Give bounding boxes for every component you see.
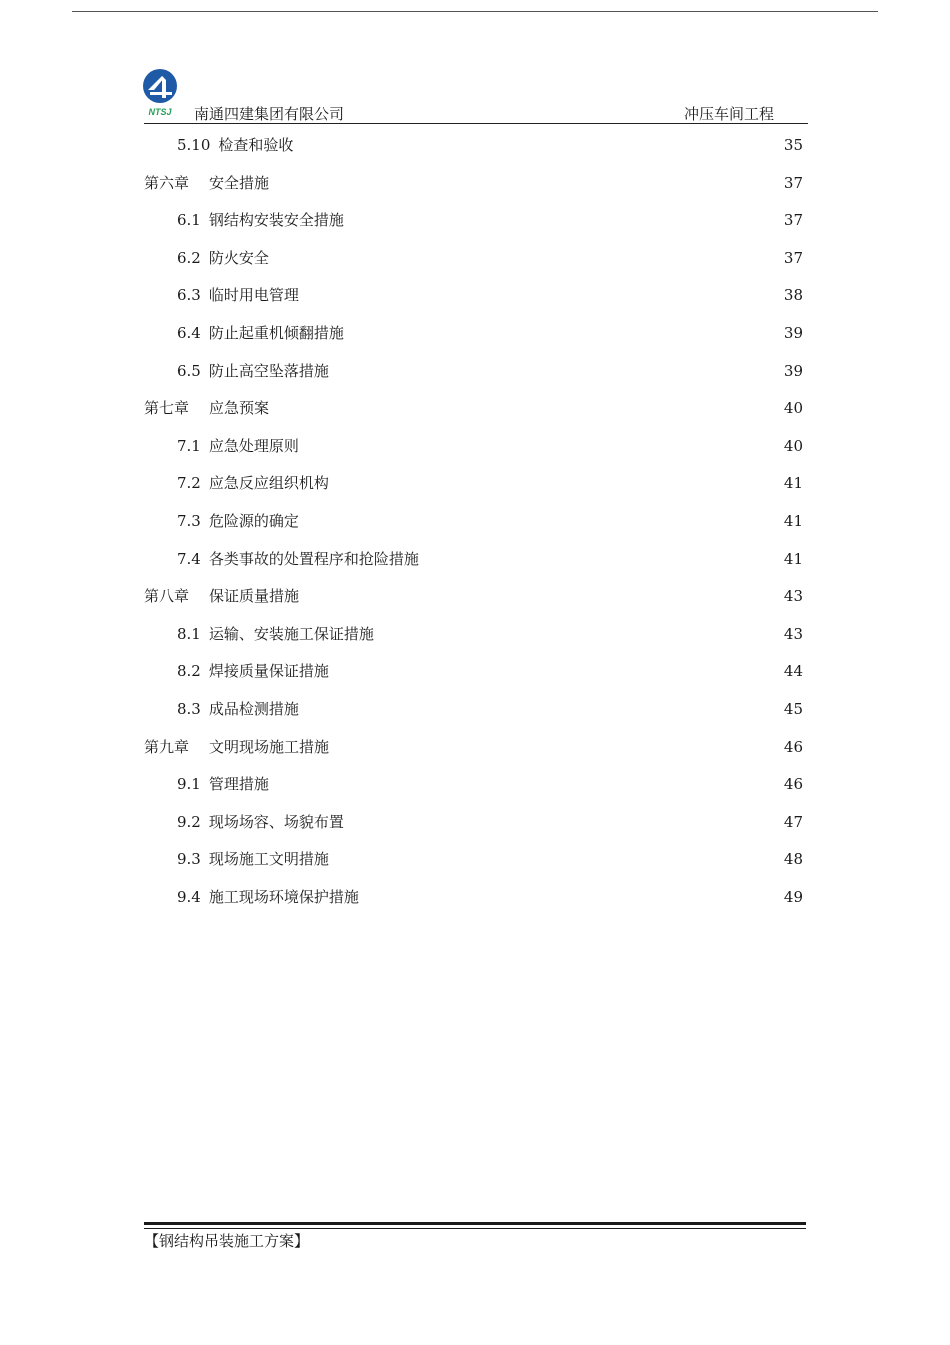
toc-dot-leader (303, 510, 780, 532)
toc-dot-leader (297, 134, 779, 156)
toc-entry-number: 8.3 (177, 700, 201, 718)
toc-dot-leader (363, 886, 780, 908)
project-name: 冲压车间工程 (684, 105, 775, 123)
toc-entry-page: 41 (783, 474, 803, 492)
toc-entry-page: 46 (783, 775, 803, 793)
toc-entry-number: 6.1 (177, 211, 201, 229)
toc-entry-title: 防止高空坠落措施 (208, 362, 329, 380)
toc-entry-title: 应急预案 (209, 399, 270, 417)
toc-entry[interactable] (144, 172, 803, 194)
toc-entry-title: 各类事故的处置程序和抢险措施 (208, 550, 419, 568)
toc-dot-leader (348, 811, 780, 833)
toc-dot-leader (273, 773, 780, 795)
toc-entry-title: 安全措施 (209, 174, 270, 192)
toc-entry-number: 9.1 (177, 775, 201, 793)
toc-entry[interactable] (177, 773, 803, 795)
toc-entry-title: 应急反应组织机构 (208, 474, 329, 492)
toc-entry[interactable] (177, 209, 803, 231)
toc-entry-page: 37 (783, 174, 803, 192)
toc-entry[interactable] (177, 886, 803, 908)
toc-entry-page: 38 (783, 286, 803, 304)
toc-entry-page: 40 (783, 437, 803, 455)
toc-entry[interactable] (177, 360, 803, 382)
toc-dot-leader (423, 548, 780, 570)
company-name: 南通四建集团有限公司 (194, 105, 345, 123)
toc-entry-title: 现场施工文明措施 (208, 850, 329, 868)
toc-dot-leader (348, 322, 780, 344)
toc-entry[interactable] (177, 548, 803, 570)
toc-dot-leader (273, 172, 780, 194)
toc-dot-leader (303, 698, 780, 720)
toc-dot-leader (273, 397, 780, 419)
toc-entry[interactable] (144, 585, 803, 607)
toc-entry-number: 7.4 (177, 550, 201, 568)
toc-entry[interactable] (177, 322, 803, 344)
footer-rule-thick (144, 1222, 806, 1225)
toc-entry[interactable] (144, 736, 803, 758)
footer-document-title: 【钢结构吊装施工方案】 (144, 1232, 310, 1250)
toc-entry-title: 检查和验收 (218, 136, 294, 154)
toc-dot-leader (378, 623, 780, 645)
toc-entry-title: 焊接质量保证措施 (208, 662, 329, 680)
toc-entry-page: 48 (783, 850, 803, 868)
toc-entry[interactable] (177, 435, 803, 457)
toc-entry[interactable] (177, 660, 803, 682)
toc-entry-page: 41 (783, 550, 803, 568)
toc-entry-title: 成品检测措施 (208, 700, 299, 718)
toc-entry-title: 文明现场施工措施 (209, 738, 330, 756)
toc-entry-number: 第八章 (144, 587, 190, 605)
toc-dot-leader (303, 284, 780, 306)
toc-entry-number: 7.3 (177, 512, 201, 530)
toc-entry-title: 现场场容、场貌布置 (208, 813, 344, 831)
toc-entry-number: 9.3 (177, 850, 201, 868)
toc-entry-number: 9.4 (177, 888, 201, 906)
toc-entry-title: 危险源的确定 (208, 512, 299, 530)
toc-entry-title: 防火安全 (208, 249, 269, 267)
toc-entry-page: 37 (783, 211, 803, 229)
toc-entry[interactable] (177, 698, 803, 720)
toc-dot-leader (333, 736, 780, 758)
toc-entry-page: 47 (783, 813, 803, 831)
toc-entry-title: 钢结构安装安全措施 (208, 211, 344, 229)
toc-entry-number: 7.1 (177, 437, 201, 455)
toc-entry-title: 施工现场环境保护措施 (208, 888, 359, 906)
toc-entry-page: 39 (783, 362, 803, 380)
toc-entry-number: 8.1 (177, 625, 201, 643)
toc-entry-number: 8.2 (177, 662, 201, 680)
toc-dot-leader (303, 585, 780, 607)
toc-entry-title: 保证质量措施 (209, 587, 300, 605)
toc-entry-page: 35 (783, 136, 803, 154)
toc-entry-page: 49 (783, 888, 803, 906)
toc-entry-number: 5.10 (177, 136, 211, 154)
toc-entry-title: 应急处理原则 (208, 437, 299, 455)
toc-entry[interactable] (144, 397, 803, 419)
toc-entry-page: 45 (783, 700, 803, 718)
toc-entry-title: 防止起重机倾翻措施 (208, 324, 344, 342)
toc-entry-number: 6.2 (177, 249, 201, 267)
toc-dot-leader (333, 472, 780, 494)
toc-entry[interactable] (177, 848, 803, 870)
toc-dot-leader (348, 209, 780, 231)
toc-entry-page: 39 (783, 324, 803, 342)
footer-rule-thin (144, 1228, 806, 1229)
toc-dot-leader (303, 435, 780, 457)
toc-entry-number: 6.4 (177, 324, 201, 342)
toc-dot-leader (333, 848, 780, 870)
toc-entry-page: 37 (783, 249, 803, 267)
toc-entry-number: 第六章 (144, 174, 190, 192)
toc-entry-number: 6.3 (177, 286, 201, 304)
toc-entry[interactable] (177, 472, 803, 494)
toc-entry-page: 43 (783, 587, 803, 605)
toc-entry-number: 第九章 (144, 738, 190, 756)
toc-entry-page: 43 (783, 625, 803, 643)
toc-entry-title: 运输、安装施工保证措施 (208, 625, 374, 643)
toc-entry-page: 41 (783, 512, 803, 530)
logo-wordmark: NTSJ (148, 107, 172, 117)
toc-entry-number: 7.2 (177, 474, 201, 492)
toc-dot-leader (273, 247, 780, 269)
toc-entry-number: 第七章 (144, 399, 190, 417)
toc-entry[interactable] (177, 284, 803, 306)
toc-entry-page: 40 (783, 399, 803, 417)
toc-entry-page: 46 (783, 738, 803, 756)
toc-entry-title: 临时用电管理 (208, 286, 299, 304)
toc-entry[interactable] (177, 623, 803, 645)
toc-entry[interactable] (177, 510, 803, 532)
toc-entry-title: 管理措施 (208, 775, 269, 793)
toc-entry-page: 44 (783, 662, 803, 680)
toc-entry[interactable] (177, 247, 803, 269)
toc-entry[interactable] (177, 134, 803, 156)
toc-dot-leader (333, 360, 780, 382)
toc-entry[interactable] (177, 811, 803, 833)
toc-entry-number: 6.5 (177, 362, 201, 380)
toc-dot-leader (333, 660, 780, 682)
toc-entry-number: 9.2 (177, 813, 201, 831)
